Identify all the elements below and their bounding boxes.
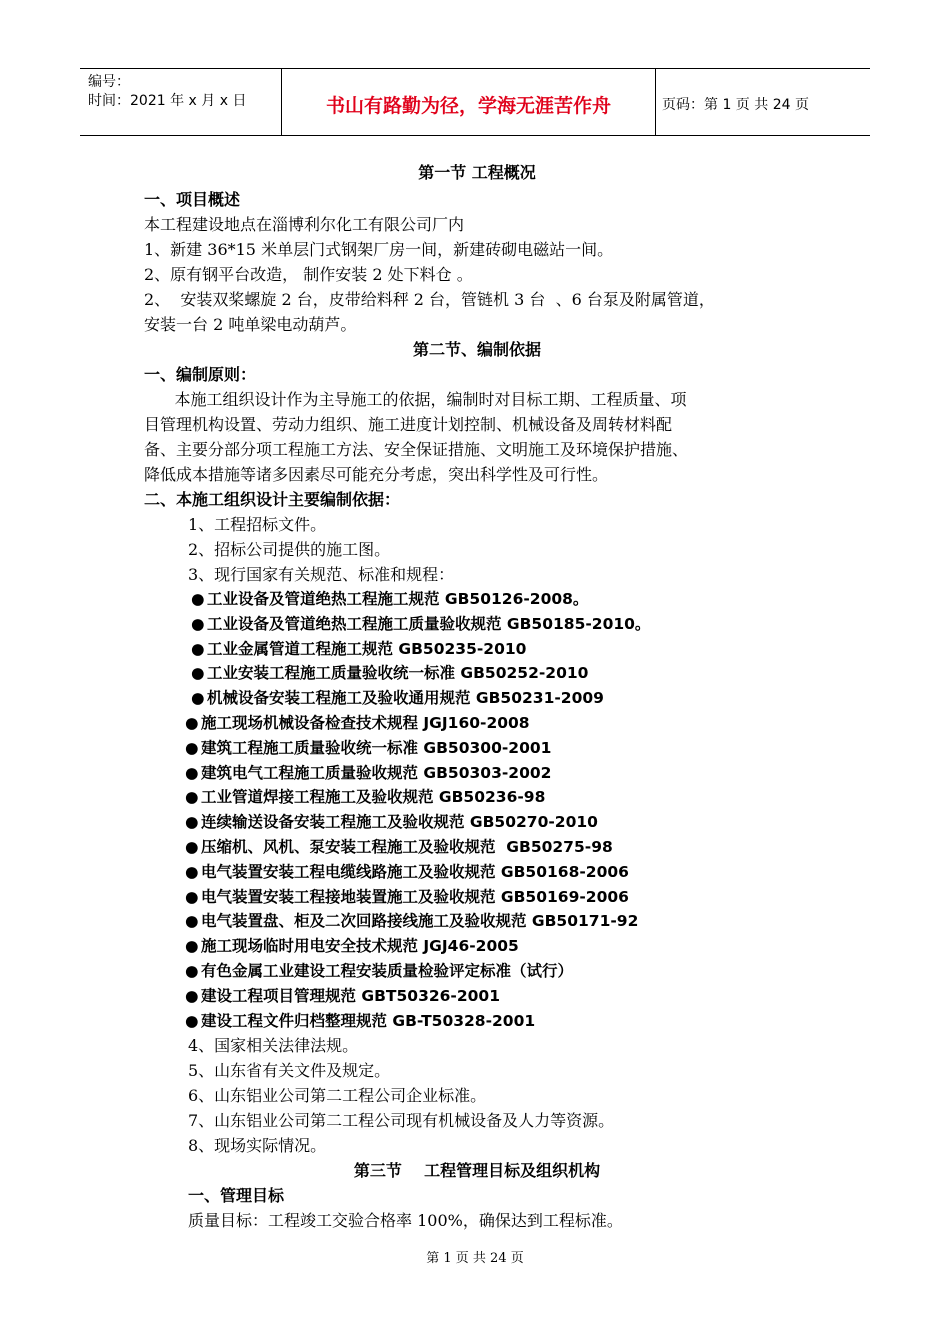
list-item: 1、工程招标文件。 <box>188 515 327 534</box>
bullet-icon: ● <box>185 738 199 757</box>
standard-item: ● 工业设备及管道绝热工程施工质量验收规范 GB50185-2010。 <box>144 612 810 637</box>
standard-item: ● 电气装置安装工程接地装置施工及验收规范 GB50169-2006 <box>144 885 810 910</box>
section1-heading: 一、项目概述 <box>144 190 241 209</box>
list-item: 5、山东省有关文件及规定。 <box>188 1061 391 1081</box>
standard-item: ● 建筑电气工程施工质量验收规范 GB50303-2002 <box>144 761 810 786</box>
list-item: 1、新建 36*15 米单层门式钢架厂房一间，新建砖砌电磁站一间。 <box>144 240 614 259</box>
paragraph-line: 降低成本措施等诸多因素尽可能充分考虑，突出科学性及可行性。 <box>144 465 609 484</box>
paragraph: 质量目标：工程竣工交验合格率 100%，确保达到工程标准。 <box>188 1211 623 1231</box>
page-header <box>80 68 870 136</box>
bullet-icon: ● <box>191 664 205 683</box>
page-footer: 第 1 页 共 24 页 <box>426 1251 524 1266</box>
standards-list <box>144 587 810 1033</box>
section2-heading: 一、编制原则： <box>144 365 257 384</box>
bullet-icon: ● <box>191 614 205 633</box>
standard-item: ● 电气装置安装工程电缆线路施工及验收规范 GB50168-2006 <box>144 860 810 885</box>
standard-item: ● 压缩机、风机、泵安装工程施工及验收规范 GB50275-98 <box>144 835 810 860</box>
standard-item: ● 工业管道焊接工程施工及验收规范 GB50236-98 <box>144 785 810 810</box>
section2-title: 第二节、编制依据 <box>412 340 541 359</box>
standard-item: ● 机械设备安装工程施工及验收通用规范 GB50231-2009 <box>144 686 810 711</box>
time-label: 时间：2021 年 x 月 x 日 <box>88 93 247 109</box>
section3-heading: 一、管理目标 <box>188 1186 285 1206</box>
bullet-icon: ● <box>191 639 205 658</box>
standard-item: ● 工业金属管道工程施工规范 GB50235-2010 <box>144 637 810 662</box>
bullet-icon: ● <box>185 937 199 956</box>
standard-item: ● 工业安装工程施工质量验收统一标准 GB50252-2010 <box>144 661 810 686</box>
bullet-icon: ● <box>191 590 205 608</box>
standard-item: ● 工业设备及管道绝热工程施工规范 GB50126-2008。 <box>144 587 810 612</box>
bullet-icon: ● <box>185 837 199 856</box>
paragraph-line: 目管理机构设置、劳动力组织、施工进度计划控制、机械设备及周转材料配 <box>144 415 673 434</box>
list-item: 6、山东铝业公司第二工程公司企业标准。 <box>188 1086 487 1106</box>
paragraph: 本工程建设地点在淄博利尔化工有限公司厂内 <box>144 215 465 234</box>
list-item: 2、原有钢平台改造， 制作安装 2 处下料仓 。 <box>144 265 473 284</box>
standard-item: ● 建设工程文件归档整理规范 GB-T50328-2001 <box>144 1009 810 1034</box>
bullet-icon: ● <box>185 912 199 931</box>
section1-title: 第一节 工程概况 <box>418 163 536 182</box>
bullet-icon: ● <box>191 689 205 708</box>
standard-item: ● 建筑工程施工质量验收统一标准 GB50300-2001 <box>144 736 810 761</box>
document-body <box>144 160 810 1233</box>
bullet-icon: ● <box>185 887 199 906</box>
standard-item: ● 建设工程项目管理规范 GBT50326-2001 <box>144 984 810 1009</box>
list-item: 4、国家相关法律法规。 <box>188 1036 359 1056</box>
page-info: 页码：第 1 页 共 24 页 <box>662 97 809 113</box>
list-item: 3、现行国家有关规范、标准和规程： <box>188 565 455 584</box>
bullet-icon: ● <box>185 1011 199 1030</box>
bullet-icon: ● <box>185 788 199 807</box>
bullet-icon: ● <box>185 862 199 881</box>
bullet-icon: ● <box>185 763 199 782</box>
paragraph-line: 本施工组织设计作为主导施工的依据，编制时对目标工期、工程质量、项 <box>144 390 687 409</box>
bullet-icon: ● <box>185 813 199 832</box>
number-label: 编号： <box>88 74 130 90</box>
standard-item: ● 施工现场机械设备检查技术规程 JGJ160-2008 <box>144 711 810 736</box>
motto: 书山有路勤为径，学海无涯苦作舟 <box>282 69 656 135</box>
list-item: 8、现场实际情况。 <box>188 1136 327 1156</box>
standard-item: ● 有色金属工业建设工程安装质量检验评定标准（试行） <box>144 959 810 984</box>
list-item: 7、山东铝业公司第二工程公司现有机械设备及人力等资源。 <box>188 1111 615 1131</box>
standard-item: ● 连续输送设备安装工程施工及验收规范 GB50270-2010 <box>144 810 810 835</box>
bullet-icon: ● <box>185 961 199 980</box>
paragraph-line: 备、主要分部分项工程施工方法、安全保证措施、文明施工及环境保护措施、 <box>144 440 689 459</box>
section3-title: 第三节 工程管理目标及组织机构 <box>353 1161 601 1181</box>
header-meta <box>80 69 282 135</box>
list-item: 2、 安装双桨螺旋 2 台，皮带给料秤 2 台，管链机 3 台 、6 台泵及附属管道， <box>144 290 715 309</box>
list-item: 安装一台 2 吨单梁电动葫芦。 <box>144 315 357 334</box>
standard-item: ● 施工现场临时用电安全技术规范 JGJ46-2005 <box>144 934 810 959</box>
standard-item: ● 电气装置盘、柜及二次回路接线施工及验收规范 GB50171-92 <box>144 909 810 934</box>
bullet-icon: ● <box>185 713 199 732</box>
section2-heading: 二、本施工组织设计主要编制依据： <box>144 490 401 509</box>
bullet-icon: ● <box>185 986 199 1005</box>
list-item: 2、招标公司提供的施工图。 <box>188 540 391 559</box>
